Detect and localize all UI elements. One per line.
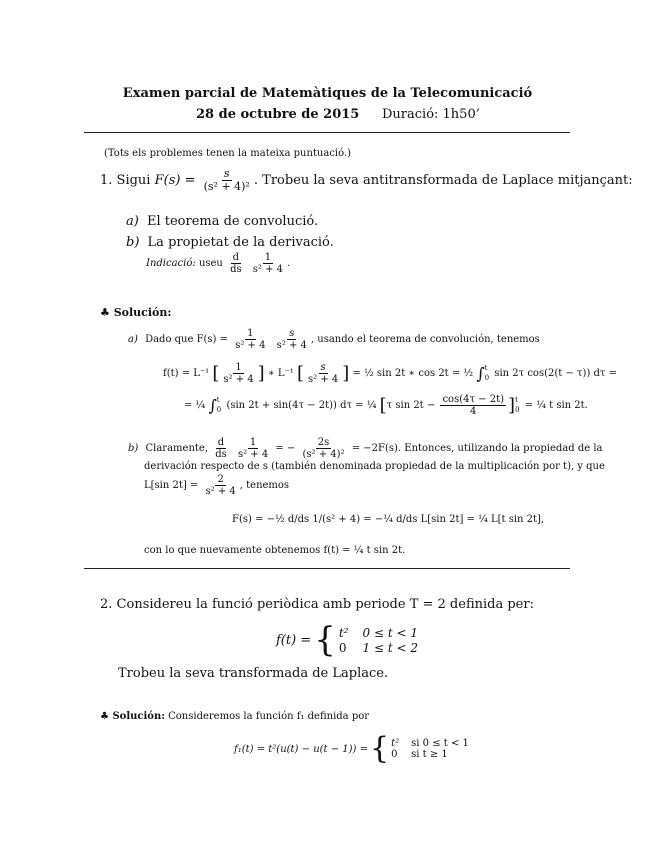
problem-1-item-b: b) La propietat de la derivació.	[126, 235, 334, 250]
solution-1-part-b-line-2: derivación respecto de s (también denominada propiedad de la multiplicación por t), y que	[144, 461, 605, 472]
problem-2-number: 2.	[100, 597, 113, 612]
equation-3: F(s) = −½ d/ds 1/(s² + 4) = −¼ d/ds L[sin 2t] = ¼ L[t sin 2t],	[232, 514, 545, 525]
equation-1: f(t) = L⁻¹ [ $\frac{1}{\text{s² + 4}}$ ] ∗ L⁻¹ [ $\frac{s}{\text{s² + 4}}$ ] = ½ sin 2t ∗ cos 2t = ½ ∫ t 0 sin 2τ cos(2(t − τ)) dτ =	[163, 362, 618, 385]
integral-sign: ∫	[476, 364, 485, 383]
problem-1-statement: 1. Sigui F(s) = $\frac{s}{\text{(s² + 4)²}}$ . Trobeu la seva antitransformada de Laplace mitjançant:	[100, 167, 633, 194]
club-icon: ♣	[100, 711, 109, 722]
problem-2-task: Trobeu la seva transformada de Laplace.	[118, 666, 389, 681]
solution-2-intro: ♣ Solución: Consideremos la función f₁ definida por	[100, 711, 370, 722]
club-icon: ♣	[100, 306, 110, 319]
exam-date: 28 de octubre de 2015	[196, 107, 360, 122]
problem-1-hint: Indicació: useu $\frac{d}{ds}$ $\frac{1}{\text{s² + 4}}$ .	[146, 252, 291, 275]
solution-1-part-a-intro: a) Dado que F(s) = $\frac{1}{\text{s² + 4}}$ $\frac{s}{\text{s² + 4}}$ , usando el teorema de convolución, tenemos	[128, 328, 540, 351]
problem-2-function: f(t) = { t² 0 ≤ t < 1 0 1 ≤ t < 2	[276, 620, 418, 660]
solution-2-equation: f₁(t) = t²(u(t) − u(t − 1)) = { t² si 0 ≤ t < 1 0 si t ≥ 1	[234, 731, 469, 766]
equation-2: = ¼ ∫ t 0 (sin 2t + sin(4τ − 2t)) dτ = ¼ [τ sin 2t − $\frac{\cos(4\tau - 2t)}{4}$ ] t 0 = ¼ t sin 2t.	[184, 394, 588, 417]
integral-sign: ∫	[208, 396, 217, 415]
problem-1-item-a: a) El teorema de convolució.	[126, 214, 319, 229]
brace: {	[314, 620, 336, 660]
score-note: (Tots els problemes tenen la mateixa puntuació.)	[104, 148, 352, 159]
solution-1-part-b-line-3: L[sin 2t] = $\frac{2}{\text{s² + 4}}$ , tenemos	[144, 474, 290, 497]
problem-2-statement: 2. Considereu la funció periòdica amb periode T = 2 definida per:	[100, 597, 534, 612]
solution-1-part-b-line-1: b) Claramente, $\frac{d}{ds}$ $\frac{1}{\text{s² + 4}}$ = − $\frac{2s}{\text{(s² + 4)²}}$ = −2F(s). Entonces, utilizando la propiedad de la	[128, 437, 603, 460]
solution-1-heading: ♣ Solución:	[100, 306, 172, 319]
problem-1-number: 1.	[100, 173, 113, 189]
exam-title: Examen parcial de Matemàtiques de la Telecomunicació	[122, 86, 533, 101]
header-rule	[84, 132, 570, 133]
problem-1-fraction: $\frac{s}{\text{(s² + 4)²}}$	[203, 167, 250, 194]
section-rule	[84, 568, 570, 569]
solution-1-conclusion: con lo que nuevamente obtenemos f(t) = ¼ t sin 2t.	[144, 545, 406, 556]
brace: {	[370, 731, 390, 766]
exam-duration: Duració: 1h50’	[382, 107, 480, 122]
